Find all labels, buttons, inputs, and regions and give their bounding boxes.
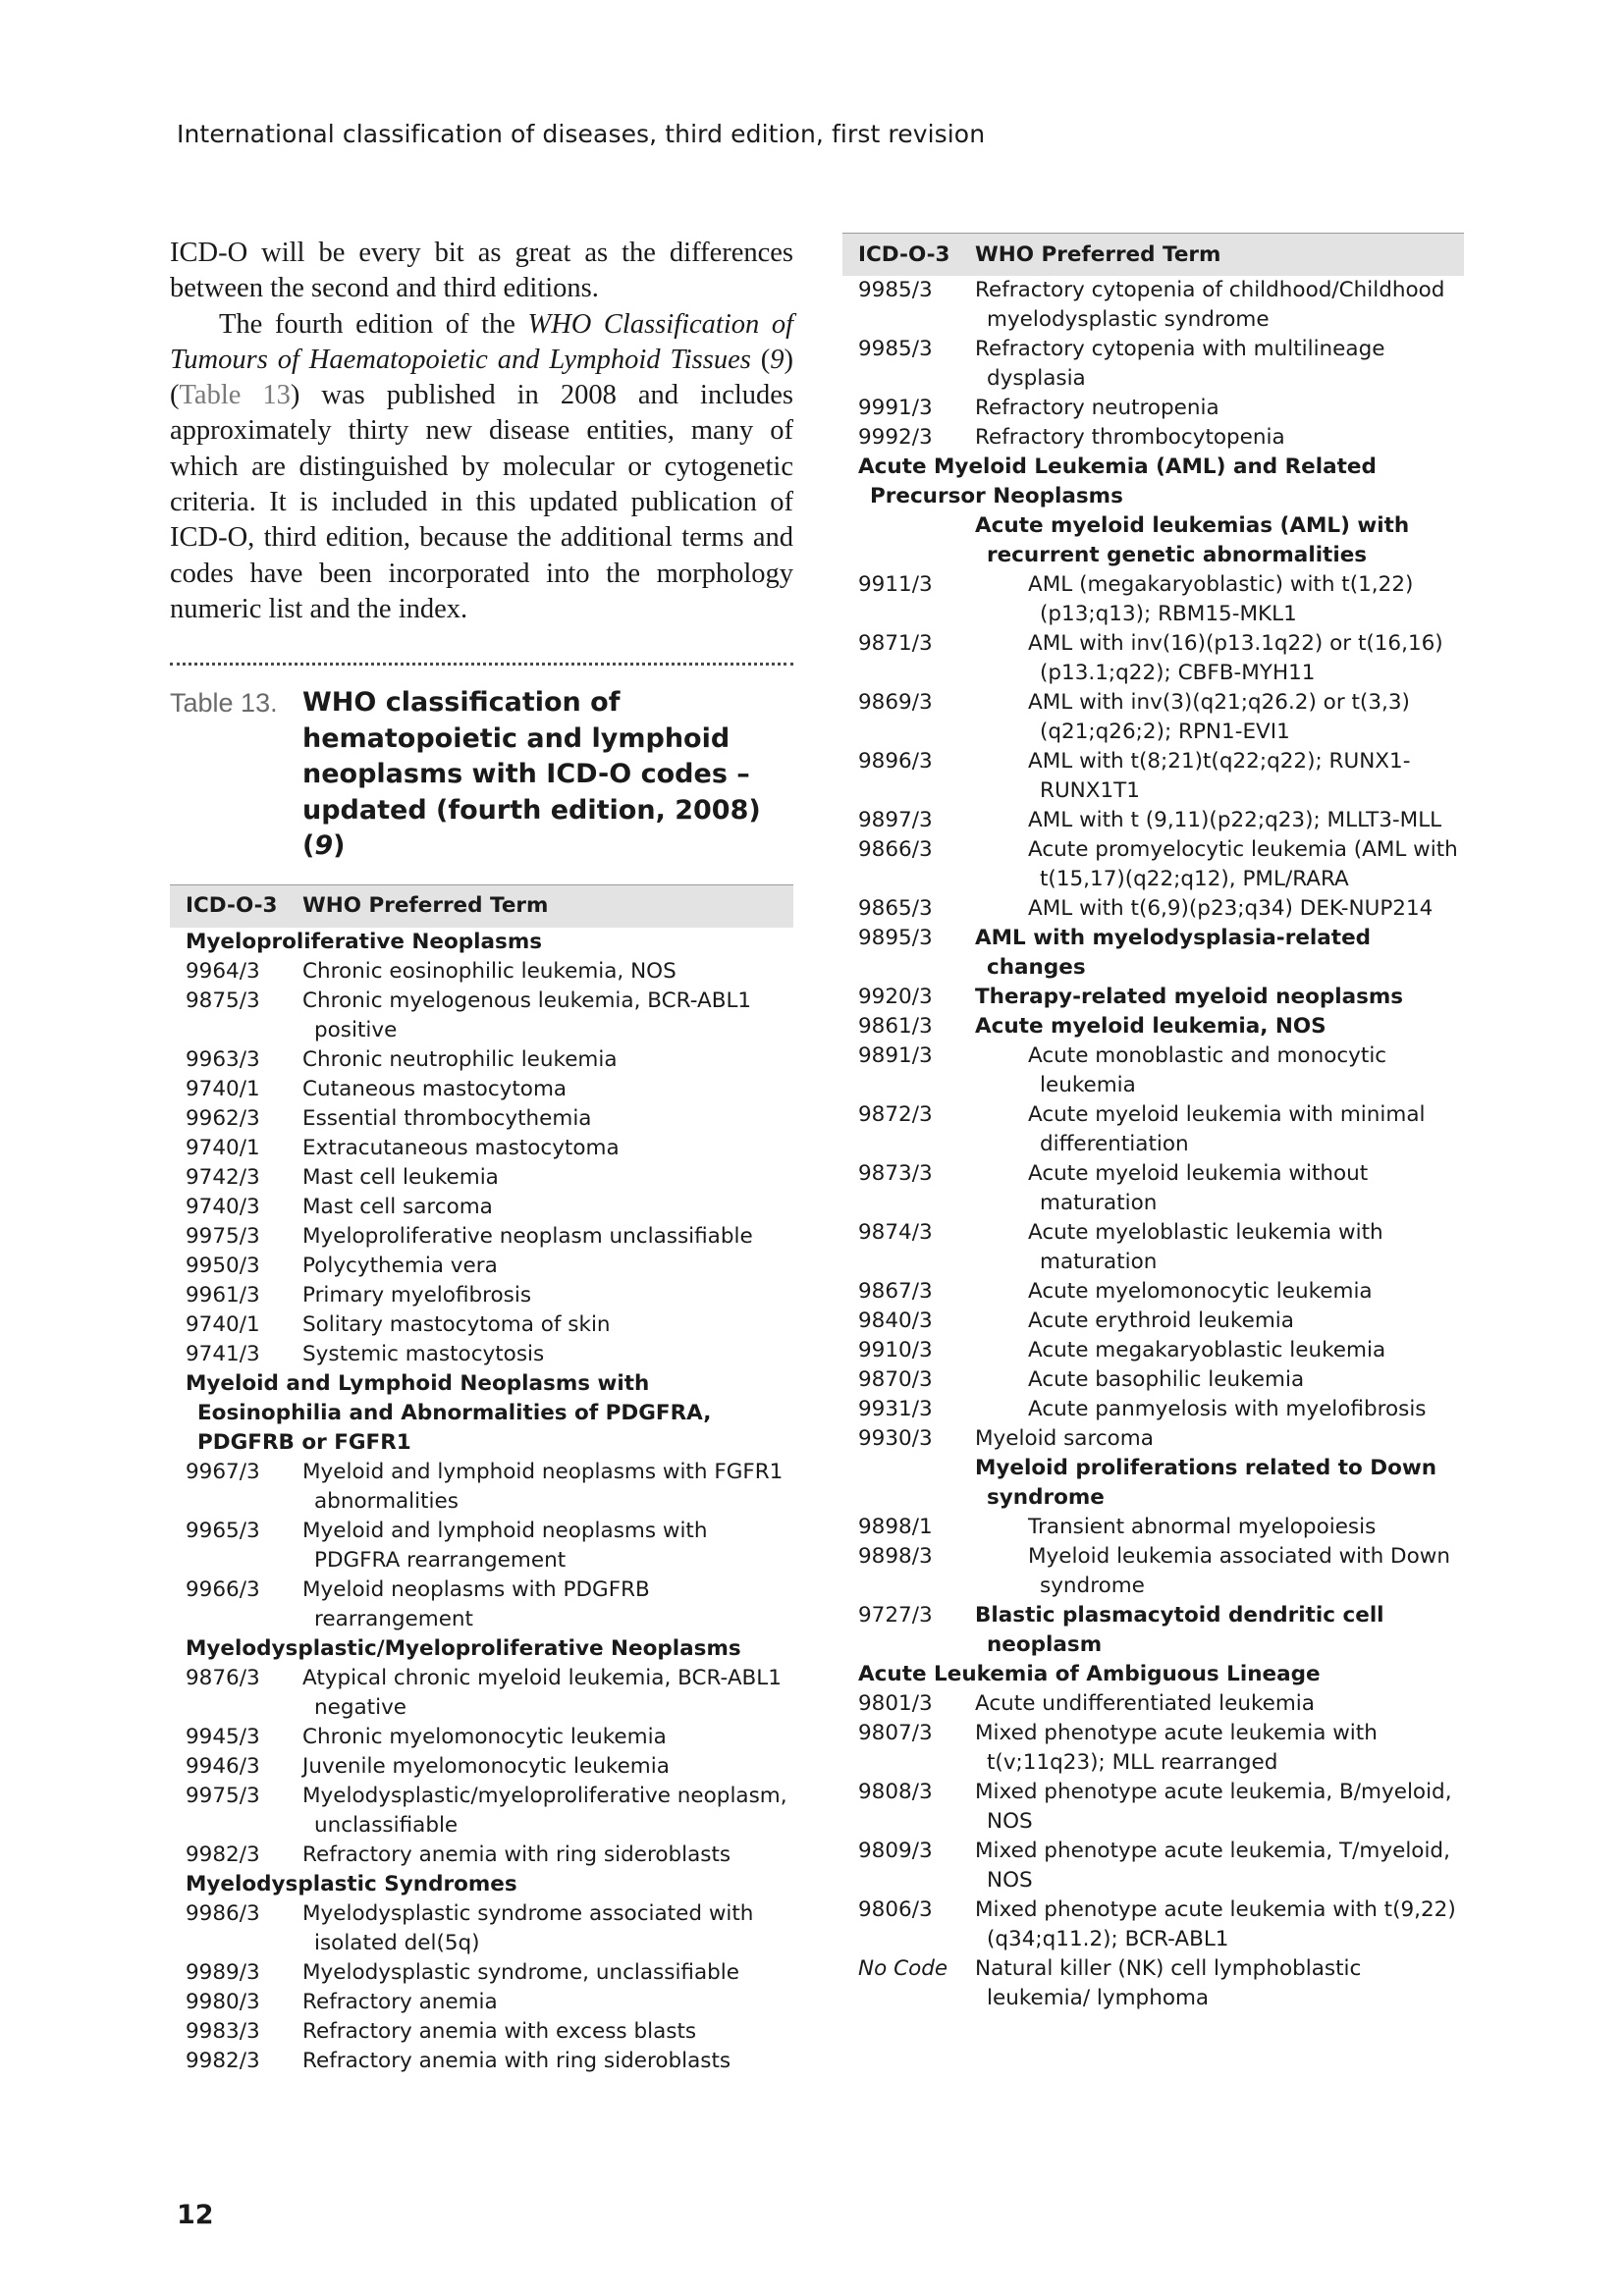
icd-code: 9807/3 [858,1721,933,1745]
preferred-term: Mixed phenotype acute leukemia with t(v;11q23); MLL rearranged [975,1721,1378,1775]
table-row [170,1163,793,1193]
table-row [170,1575,793,1634]
running-head: International classification of diseases, third edition, first revision [177,120,986,148]
preferred-term: Myeloid neoplasms with PDGFRB rearrangement [302,1576,650,1631]
table-row [170,957,793,987]
preferred-term: Refractory anemia with excess blasts [302,2018,697,2044]
icd-code: 9964/3 [186,958,260,984]
icd-code: 9808/3 [858,1780,933,1804]
table-row [170,1222,793,1252]
icd-code: 9874/3 [858,1220,933,1245]
icd-code: No Code [858,1956,948,1981]
preferred-term: Acute myeloid leukemia, NOS [975,1014,1326,1039]
icd-code: 9740/3 [186,1194,260,1219]
icd-code: 9983/3 [186,2018,260,2044]
header-code: ICD-O-3 [186,893,278,919]
table-row [170,1310,793,1340]
icd-code: 9806/3 [858,1897,933,1922]
table-row [170,1899,793,1958]
preferred-term: Mast cell leukemia [302,1164,499,1190]
para2-mid2: ) ( [170,344,793,411]
preferred-term: Blastic plasmacytoid dendritic cell neoplasm [975,1603,1384,1657]
table-row [170,1752,793,1782]
preferred-term: Cutaneous mastocytoma [302,1076,568,1101]
icd-code: 9991/3 [858,396,933,420]
table-row [842,747,1464,806]
preferred-term: Acute myeloblastic leukemia with maturation [1028,1220,1383,1274]
preferred-term: Extracutaneous mastocytoma [302,1135,620,1160]
table-row [842,1336,1464,1365]
table-caption [170,685,793,865]
icd-code: 9727/3 [858,1603,933,1628]
preferred-term: Solitary mastocytoma of skin [302,1311,611,1337]
preferred-term: AML with myelodysplasia-related changes [975,926,1372,980]
table-row [170,1782,793,1841]
icd-code: 9963/3 [186,1046,260,1072]
table-row [842,276,1464,335]
table-section-heading: Myeloproliferative Neoplasms [186,929,543,954]
table-row [170,2047,793,2076]
icd-code: 9950/3 [186,1253,260,1278]
table-row [842,1542,1464,1601]
preferred-term: AML with t(6,9)(p23;q34) DEK-NUP214 [1028,896,1434,921]
icd-code: 9801/3 [858,1691,933,1716]
preferred-term: Therapy-related myeloid neoplasms [975,985,1404,1009]
preferred-term: Refractory thrombocytopenia [975,425,1285,450]
icd-code [842,1454,975,1513]
icd-code: 9875/3 [186,988,260,1013]
icd-code: 9871/3 [858,631,933,656]
icd-code: 9965/3 [186,1518,260,1543]
preferred-term: Myeloid and lymphoid neoplasms with FGFR1 abnormalities [302,1459,784,1514]
icd-code: 9975/3 [186,1783,260,1808]
icd-code: 9895/3 [858,926,933,950]
table-row [170,1193,793,1222]
preferred-term: Myeloid proliferations related to Down syndrome [975,1456,1437,1510]
preferred-term: Myeloid and lymphoid neoplasms with PDGFRA rearrangement [302,1518,708,1573]
icd-code: 9897/3 [858,808,933,832]
right-column [842,233,1464,2013]
table-row [842,1454,1464,1513]
table-row [170,1281,793,1310]
body-paragraph-2 [170,307,793,628]
table-row [842,335,1464,394]
table-row [170,1104,793,1134]
preferred-term: Acute myeloid leukemia without maturation [1028,1161,1369,1215]
table-title [302,685,793,865]
table-row [842,835,1464,894]
preferred-term: Refractory cytopenia with multilineage dysplasia [975,337,1385,391]
table-section-heading: Myelodysplastic/Myeloproliferative Neoplasms [186,1635,741,1661]
icd-code: 9896/3 [858,749,933,774]
table-row [842,1277,1464,1307]
preferred-term: Refractory anemia [302,1989,498,2014]
table-row [842,806,1464,835]
table-section-heading: Acute Myeloid Leukemia (AML) and Related Precursor Neoplasms [858,454,1377,508]
table-row [842,629,1464,688]
icd-code: 9975/3 [186,1223,260,1249]
preferred-term: Primary myelofibrosis [302,1282,532,1308]
table-label: Table 13. [170,688,278,719]
table-row [842,1513,1464,1542]
table-row [842,1778,1464,1837]
table-row [842,1307,1464,1336]
preferred-term: Refractory cytopenia of childhood/Childhood myelodysplastic syndrome [975,278,1445,332]
icd-code [842,511,975,570]
table-section-heading: Myelodysplastic Syndromes [186,1871,517,1896]
icd-code: 9920/3 [858,985,933,1009]
preferred-term: AML with inv(3)(q21;q26.2) or t(3,3) (q21;q26;2); RPN1-EVI1 [1028,690,1410,744]
body-paragraph-1: ICD-O will be every bit as great as the differences between the second and third editions. [170,238,793,304]
table-row [842,511,1464,570]
table-row [170,1075,793,1104]
table-row [170,1252,793,1281]
table-row [842,688,1464,747]
icd-code: 9809/3 [858,1839,933,1863]
table-row [170,1841,793,1870]
preferred-term: Acute promyelocytic leukemia (AML with t(15,17)(q22;q12), PML/RARA [1028,837,1458,891]
table-row [170,2017,793,2047]
header-term: WHO Preferred Term [302,893,549,919]
preferred-term: Mast cell sarcoma [302,1194,493,1219]
table-row [842,1218,1464,1277]
table-row [170,1664,793,1723]
preferred-term: Myelodysplastic/myeloproliferative neoplasm, unclassifiable [302,1783,787,1838]
table-row [842,1012,1464,1041]
table-row [842,1395,1464,1424]
table-row [842,1896,1464,1954]
preferred-term: Chronic myelogenous leukemia, BCR-ABL1 positive [302,988,752,1042]
icd-code: 9869/3 [858,690,933,715]
preferred-term: Chronic eosinophilic leukemia, NOS [302,958,677,984]
table-title-main: WHO classification of hematopoietic and lymphoid neoplasms with ICD-O codes – updated (fourth edition, 2008) ( [302,687,761,862]
table-row [842,1100,1464,1159]
table-body-right [842,276,1464,2013]
para2-post: ) was published in 2008 and includes approximately thirty new disease entities, many of which are distinguished by molecular or cytogenetic criteria. It is included in this updated publication of ICD-O, third edition, because the additional terms and codes have been incorporated into the morphology numeric list and the index. [170,380,794,624]
table-row [842,894,1464,924]
table-row [842,1689,1464,1719]
icd-code: 9986/3 [186,1900,260,1926]
table-row [842,1159,1464,1218]
icd-code: 9992/3 [858,425,933,450]
table-body-left [170,928,793,2076]
icd-code: 9861/3 [858,1014,933,1039]
table-row [842,983,1464,1012]
icd-code: 9741/3 [186,1341,260,1366]
preferred-term: Mixed phenotype acute leukemia, B/myeloid, NOS [975,1780,1452,1834]
table-row [170,1340,793,1369]
icd-code: 9742/3 [186,1164,260,1190]
table-row [842,570,1464,629]
preferred-term: Acute erythroid leukemia [1028,1308,1294,1333]
preferred-term: Acute megakaryoblastic leukemia [1028,1338,1386,1362]
preferred-term: Essential thrombocythemia [302,1105,592,1131]
preferred-term: Refractory anemia with ring sideroblasts [302,1842,731,1867]
preferred-term: Myelodysplastic syndrome associated with isolated del(5q) [302,1900,754,1955]
table-reference-link[interactable]: Table 13 [179,380,291,411]
preferred-term: Myelodysplastic syndrome, unclassifiable [302,1959,739,1985]
preferred-term: Myeloid sarcoma [975,1426,1154,1451]
preferred-term: Acute panmyelosis with myelofibrosis [1028,1397,1427,1421]
preferred-term: Atypical chronic myeloid leukemia, BCR-ABL1 negative [302,1665,782,1720]
preferred-term: AML with t (9,11)(p22;q23); MLLT3-MLL [1028,808,1442,832]
reference-number: 9 [770,344,785,375]
table-row [842,394,1464,423]
table-row [842,1424,1464,1454]
header-code: ICD-O-3 [858,241,950,267]
table-section-heading: Myeloid and Lymphoid Neoplasms with Eosinophilia and Abnormalities of PDGFRA, PDGFRB or FGFR1 [186,1370,712,1455]
icd-code: 9865/3 [858,896,933,921]
header-term: WHO Preferred Term [975,241,1221,267]
table-row [170,1958,793,1988]
icd-code: 9961/3 [186,1282,260,1308]
icd-code: 9985/3 [858,278,933,302]
preferred-term: Mixed phenotype acute leukemia with t(9,22) (q34;q11.2); BCR-ABL1 [975,1897,1456,1951]
preferred-term: Myeloid leukemia associated with Down syndrome [1028,1544,1450,1598]
table-row [842,423,1464,453]
icd-code: 9946/3 [186,1753,260,1779]
preferred-term: Mixed phenotype acute leukemia, T/myeloid, NOS [975,1839,1450,1893]
table-header [842,233,1464,276]
icd-code: 9982/3 [186,2048,260,2073]
para2-mid1: ( [750,344,771,375]
icd-code: 9985/3 [858,337,933,361]
table-row [170,1723,793,1752]
table-row [170,1458,793,1517]
icd-code: 9910/3 [858,1338,933,1362]
icd-code: 9966/3 [186,1576,260,1602]
preferred-term: AML with t(8;21)t(q22;q22); RUNX1-RUNX1T1 [1028,749,1411,803]
table-row [170,987,793,1045]
icd-code: 9980/3 [186,1989,260,2014]
icd-code: 9989/3 [186,1959,260,1985]
preferred-term: Natural killer (NK) cell lymphoblastic leukemia/ lymphoma [975,1956,1362,2010]
para2-pre: The fourth edition of the [219,308,528,340]
table-row [842,1601,1464,1660]
table-row [842,1719,1464,1778]
book-title: WHO Classification of Tumours of Haematopoietic and Lymphoid Tissues [170,308,793,375]
dotted-divider [170,663,793,666]
table-section-heading: Acute Leukemia of Ambiguous Lineage [858,1662,1321,1686]
table-row [170,1045,793,1075]
left-column [170,236,793,2076]
table-row [842,924,1464,983]
preferred-term: Acute monoblastic and monocytic leukemia [1028,1043,1387,1097]
table-row [170,1988,793,2017]
icd-code: 9891/3 [858,1043,933,1068]
icd-code: 9866/3 [858,837,933,862]
icd-code: 9898/3 [858,1544,933,1569]
table-row [170,1134,793,1163]
icd-code: 9867/3 [858,1279,933,1304]
preferred-term: Chronic myelomonocytic leukemia [302,1724,667,1749]
classification-table-left [170,884,793,2076]
icd-code: 9945/3 [186,1724,260,1749]
preferred-term: Acute undifferentiated leukemia [975,1691,1315,1716]
table-row [842,1365,1464,1395]
preferred-term: Acute myeloid leukemias (AML) with recurrent genetic abnormalities [975,513,1410,567]
preferred-term: Acute myelomonocytic leukemia [1028,1279,1373,1304]
preferred-term: AML with inv(16)(p13.1q22) or t(16,16) (p13.1;q22); CBFB-MYH11 [1028,631,1443,685]
preferred-term: Refractory neutropenia [975,396,1219,420]
preferred-term: AML (megakaryoblastic) with t(1,22) (p13;q13); RBM15-MKL1 [1028,572,1414,626]
table-row [842,1954,1464,2013]
icd-code: 9982/3 [186,1842,260,1867]
icd-code: 9962/3 [186,1105,260,1131]
icd-code: 9930/3 [858,1426,933,1451]
preferred-term: Refractory anemia with ring sideroblasts [302,2048,731,2073]
icd-code: 9740/1 [186,1076,260,1101]
page-number: 12 [177,2200,214,2230]
table-title-end: ) [333,830,346,862]
icd-code: 9931/3 [858,1397,933,1421]
preferred-term: Acute myeloid leukemia with minimal differentiation [1028,1102,1426,1156]
table-row [170,1517,793,1575]
preferred-term: Chronic neutrophilic leukemia [302,1046,618,1072]
preferred-term: Juvenile myelomonocytic leukemia [302,1753,670,1779]
icd-code: 9840/3 [858,1308,933,1333]
table-row [842,1041,1464,1100]
icd-code: 9967/3 [186,1459,260,1484]
preferred-term: Transient abnormal myelopoiesis [1028,1515,1377,1539]
table-header [170,884,793,928]
icd-code: 9898/1 [858,1515,933,1539]
preferred-term: Acute basophilic leukemia [1028,1367,1305,1392]
icd-code: 9870/3 [858,1367,933,1392]
preferred-term: Myeloproliferative neoplasm unclassifiable [302,1223,753,1249]
icd-code: 9872/3 [858,1102,933,1127]
icd-code: 9911/3 [858,572,933,597]
icd-code: 9876/3 [186,1665,260,1690]
classification-table-right [842,233,1464,2013]
icd-code: 9740/1 [186,1135,260,1160]
preferred-term: Polycythemia vera [302,1253,498,1278]
icd-code: 9740/1 [186,1311,260,1337]
table-title-ref: 9 [314,830,334,862]
table-row [842,1837,1464,1896]
icd-code: 9873/3 [858,1161,933,1186]
preferred-term: Systemic mastocytosis [302,1341,545,1366]
